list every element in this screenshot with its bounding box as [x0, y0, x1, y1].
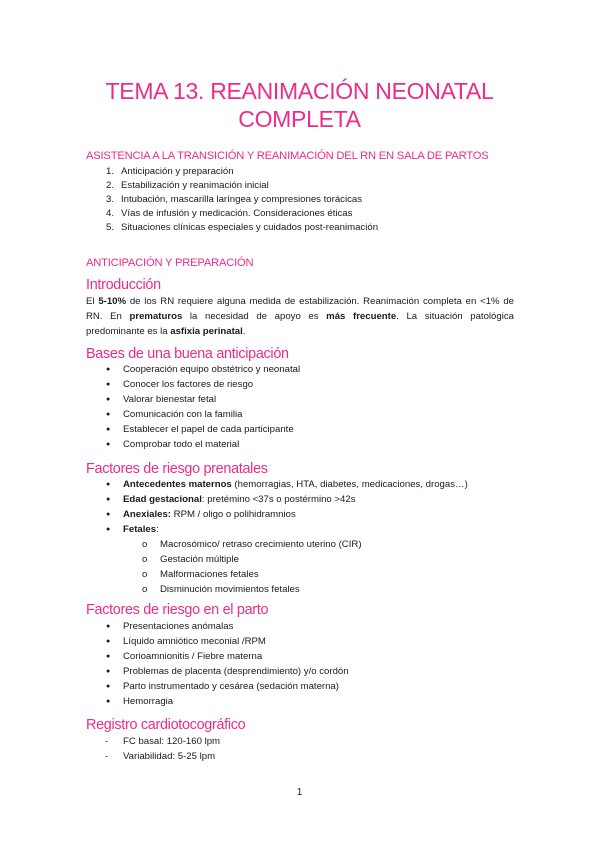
sub-bullet-marker: o [142, 554, 148, 565]
list-item: Presentaciones anómalas [123, 621, 234, 632]
list-number: 4. [106, 208, 115, 219]
bullet-icon: ● [106, 426, 111, 433]
intro-line-2: RN. En prematuros la necesidad de apoyo es más frecuente. La situación patológica [86, 311, 514, 322]
bullet-icon: ● [106, 441, 111, 448]
list-item: Estabilización y reanimación inicial [121, 180, 269, 191]
list-item: Vías de infusión y medicación. Consideraciones éticas [121, 208, 353, 219]
dash-marker: - [105, 736, 109, 747]
section-heading-asistencia: ASISTENCIA A LA TRANSICIÓN Y REANIMACIÓN DEL RN EN SALA DE PARTOS [86, 150, 489, 162]
bullet-icon: ● [106, 381, 111, 388]
bullet-icon: ● [106, 366, 111, 373]
bullet-icon: ● [106, 623, 111, 630]
list-item: Antecedentes maternos (hemorragias, HTA, diabetes, medicaciones, drogas…) [123, 479, 468, 490]
section-heading-anticipacion: ANTICIPACIÓN Y PREPARACIÓN [86, 257, 254, 269]
list-item: Cooperación equipo obstétrico y neonatal [123, 364, 301, 375]
list-item: Fetales: [123, 524, 159, 535]
list-item: Anexiales: RPM / oligo o polihidramnios [123, 509, 296, 520]
subheading-prenatales: Factores de riesgo prenatales [86, 461, 268, 477]
document-title-line-2: COMPLETA [238, 106, 361, 132]
list-item: Edad gestacional: pretémino <37s o postérmino >42s [123, 494, 356, 505]
list-item: Valorar bienestar fetal [123, 394, 217, 405]
list-item: Comunicación con la familia [123, 409, 243, 420]
list-item: Anticipación y preparación [121, 166, 234, 177]
intro-paragraph [86, 294, 514, 339]
bullet-icon: ● [106, 638, 111, 645]
bullet-icon: ● [106, 668, 111, 675]
bullet-icon: ● [106, 411, 111, 418]
bullet-icon: ● [106, 683, 111, 690]
intro-line-3: predominante es la asfixia perinatal. [86, 326, 246, 337]
document-title-line-1: TEMA 13. REANIMACIÓN NEONATAL [105, 78, 494, 104]
list-item: Variabilidad: 5-25 lpm [123, 751, 216, 762]
bullet-icon: ● [106, 481, 111, 488]
list-item: Corioamnionitis / Fiebre materna [123, 651, 263, 662]
subheading-parto: Factores de riesgo en el parto [86, 602, 269, 618]
list-item: Conocer los factores de riesgo [123, 379, 254, 390]
bullet-icon: ● [106, 511, 111, 518]
bullet-icon: ● [106, 653, 111, 660]
list-number: 3. [106, 194, 115, 205]
sub-list-item: Gestación múltiple [160, 554, 239, 565]
list-number: 1. [106, 166, 115, 177]
bullet-icon: ● [106, 698, 111, 705]
list-number: 2. [106, 180, 115, 191]
list-item: Intubación, mascarilla laríngea y compresiones torácicas [121, 194, 363, 205]
bullet-icon: ● [106, 526, 111, 533]
sub-list-item: Malformaciones fetales [160, 569, 259, 580]
bullet-icon: ● [106, 396, 111, 403]
list-item: Comprobar todo el material [123, 439, 240, 450]
list-number: 5. [106, 222, 115, 233]
sub-list-item: Disminución movimientos fetales [160, 584, 300, 595]
sub-bullet-marker: o [142, 539, 148, 550]
subheading-bases: Bases de una buena anticipación [86, 346, 289, 362]
bullet-icon: ● [106, 496, 111, 503]
list-item: Situaciones clínicas especiales y cuidados post-reanimación [121, 222, 379, 233]
dash-marker: - [105, 751, 109, 762]
sub-list-item: Macrosómico/ retraso crecimiento uterino (CIR) [160, 539, 362, 550]
list-item: Líquido amniótico meconial /RPM [123, 636, 266, 647]
list-item: Establecer el papel de cada participante [123, 424, 294, 435]
subheading-registro: Registro cardiotocográfico [86, 717, 246, 733]
list-item: FC basal: 120-160 lpm [123, 736, 221, 747]
subheading-introduccion: Introducción [86, 277, 161, 293]
sub-bullet-marker: o [142, 584, 148, 595]
list-item: Hemorragia [123, 696, 174, 707]
list-item: Parto instrumentado y cesárea (sedación materna) [123, 681, 339, 692]
sub-bullet-marker: o [142, 569, 148, 580]
list-item: Problemas de placenta (desprendimiento) y/o cordón [123, 666, 349, 677]
intro-line-1: El 5-10% de los RN requiere alguna medida de estabilización. Reanimación completa en <1% de [86, 296, 514, 307]
page-number: 1 [296, 787, 303, 798]
